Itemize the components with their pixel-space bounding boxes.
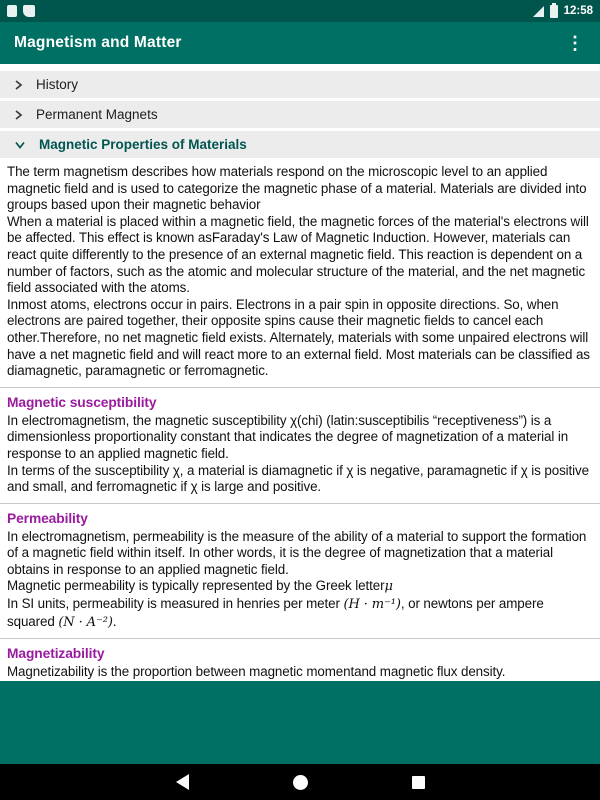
accordion-header-permanent-magnets[interactable] — [0, 101, 600, 128]
recents-button[interactable] — [398, 767, 438, 797]
text-run: . — [112, 613, 117, 629]
wifi-signal-icon — [533, 6, 544, 17]
accordion-header-magnetic-properties[interactable] — [0, 131, 600, 158]
paragraph: Magnetizability is the proportion between magnetic momentand magnetic flux density. — [7, 664, 506, 680]
home-button[interactable] — [280, 767, 320, 797]
paragraph — [7, 578, 593, 596]
divider — [0, 638, 600, 639]
notification-icon-1 — [7, 5, 17, 17]
paragraph: In electromagnetism, permeability is the measure of the ability of a material to support the formation of a magnetic field within itself. In other words, it is the degree of magnetization that a material obtains in response to an applied magnetic field. — [7, 528, 587, 577]
overflow-menu-icon[interactable]: ⋮ — [566, 33, 584, 53]
status-bar-left — [7, 5, 35, 17]
paragraph: When a material is placed within a magnetic field, the magnetic forces of the material's electrons will be affected. This effect is known asFaraday's Law of Magnetic Induction. However, materials can react quite differently to the presence of an external magnetic field. This reaction is dependent on a number of factors, such as the atomic and molecular structure of the material, and the net magnetic field associated with the atoms. — [7, 213, 589, 296]
clock-text: 12:58 — [563, 5, 593, 17]
accordion-label: Permanent Magnets — [36, 107, 158, 122]
subsection-title-magnetizability: Magnetizability — [7, 646, 105, 662]
chevron-right-icon — [14, 79, 23, 91]
page-title: Magnetism and Matter — [14, 34, 182, 51]
back-triangle-icon — [176, 774, 189, 790]
divider — [0, 387, 600, 388]
text-run: Magnetic permeability is typically represented by the Greek letter — [7, 578, 385, 594]
navigation-bar — [0, 764, 600, 800]
formula-newtons-per-ampere-squared: (N · A⁻²) — [58, 614, 113, 630]
formula-henries-per-meter: (H · m⁻¹) — [343, 597, 401, 613]
subsection-title-magnetic-susceptibility: Magnetic susceptibility — [7, 394, 157, 410]
paragraph: Inmost atoms, electrons occur in pairs. Electrons in a pair spin in opposite directions. So, when electrons are paired together, their opposite spins cause their magnetic fields to cancel each other.Therefore, no net magnetic field exists. Alternately, materials with some unpaired electrons will have a net magnetic field and will react more to an external field. Most materials can be classified as diamagnetic, paramagnetic or ferromagnetic. — [7, 296, 590, 379]
accordion-label: Magnetic Properties of Materials — [39, 137, 247, 152]
app-bar — [0, 22, 600, 64]
chevron-down-icon — [14, 140, 26, 150]
accordion-header-history[interactable] — [0, 71, 600, 98]
paragraph — [7, 596, 593, 631]
battery-icon — [550, 5, 558, 18]
recents-square-icon — [412, 776, 425, 789]
status-bar — [0, 0, 600, 22]
paragraph: In electromagnetism, the magnetic susceptibility χ(chi) (latin:susceptibilis “receptiveness”) is a dimensionless proportionality constant that indicates the degree of magnetization of a material in response to an applied magnetic field. — [7, 412, 569, 461]
chevron-right-icon — [14, 109, 23, 121]
home-circle-icon — [293, 775, 308, 790]
divider — [0, 503, 600, 504]
back-button[interactable] — [162, 767, 202, 797]
accordion-label: History — [36, 77, 79, 92]
paragraph: The term magnetism describes how materials respond on the microscopic level to an applied magnetic field and is used to categorize the magnetic phase of a material. Materials are divided into groups based upon their magnetic behavior — [7, 164, 587, 213]
status-bar-right — [533, 5, 593, 18]
greek-mu-symbol: μ — [384, 579, 393, 595]
bottom-strip — [0, 681, 600, 764]
content-area[interactable] — [0, 158, 600, 681]
subsection-title-permeability: Permeability — [7, 510, 88, 526]
accordion — [0, 64, 600, 158]
paragraph: In terms of the susceptibility χ, a material is diamagnetic if χ is negative, paramagnetic if χ is positive and small, and ferromagnetic if χ is large and positive. — [7, 462, 589, 495]
notification-icon-2 — [23, 5, 35, 17]
text-run: , or newtons per ampere squared — [7, 596, 544, 629]
text-run: In SI units, permeability is measured in henries per meter — [7, 596, 344, 612]
